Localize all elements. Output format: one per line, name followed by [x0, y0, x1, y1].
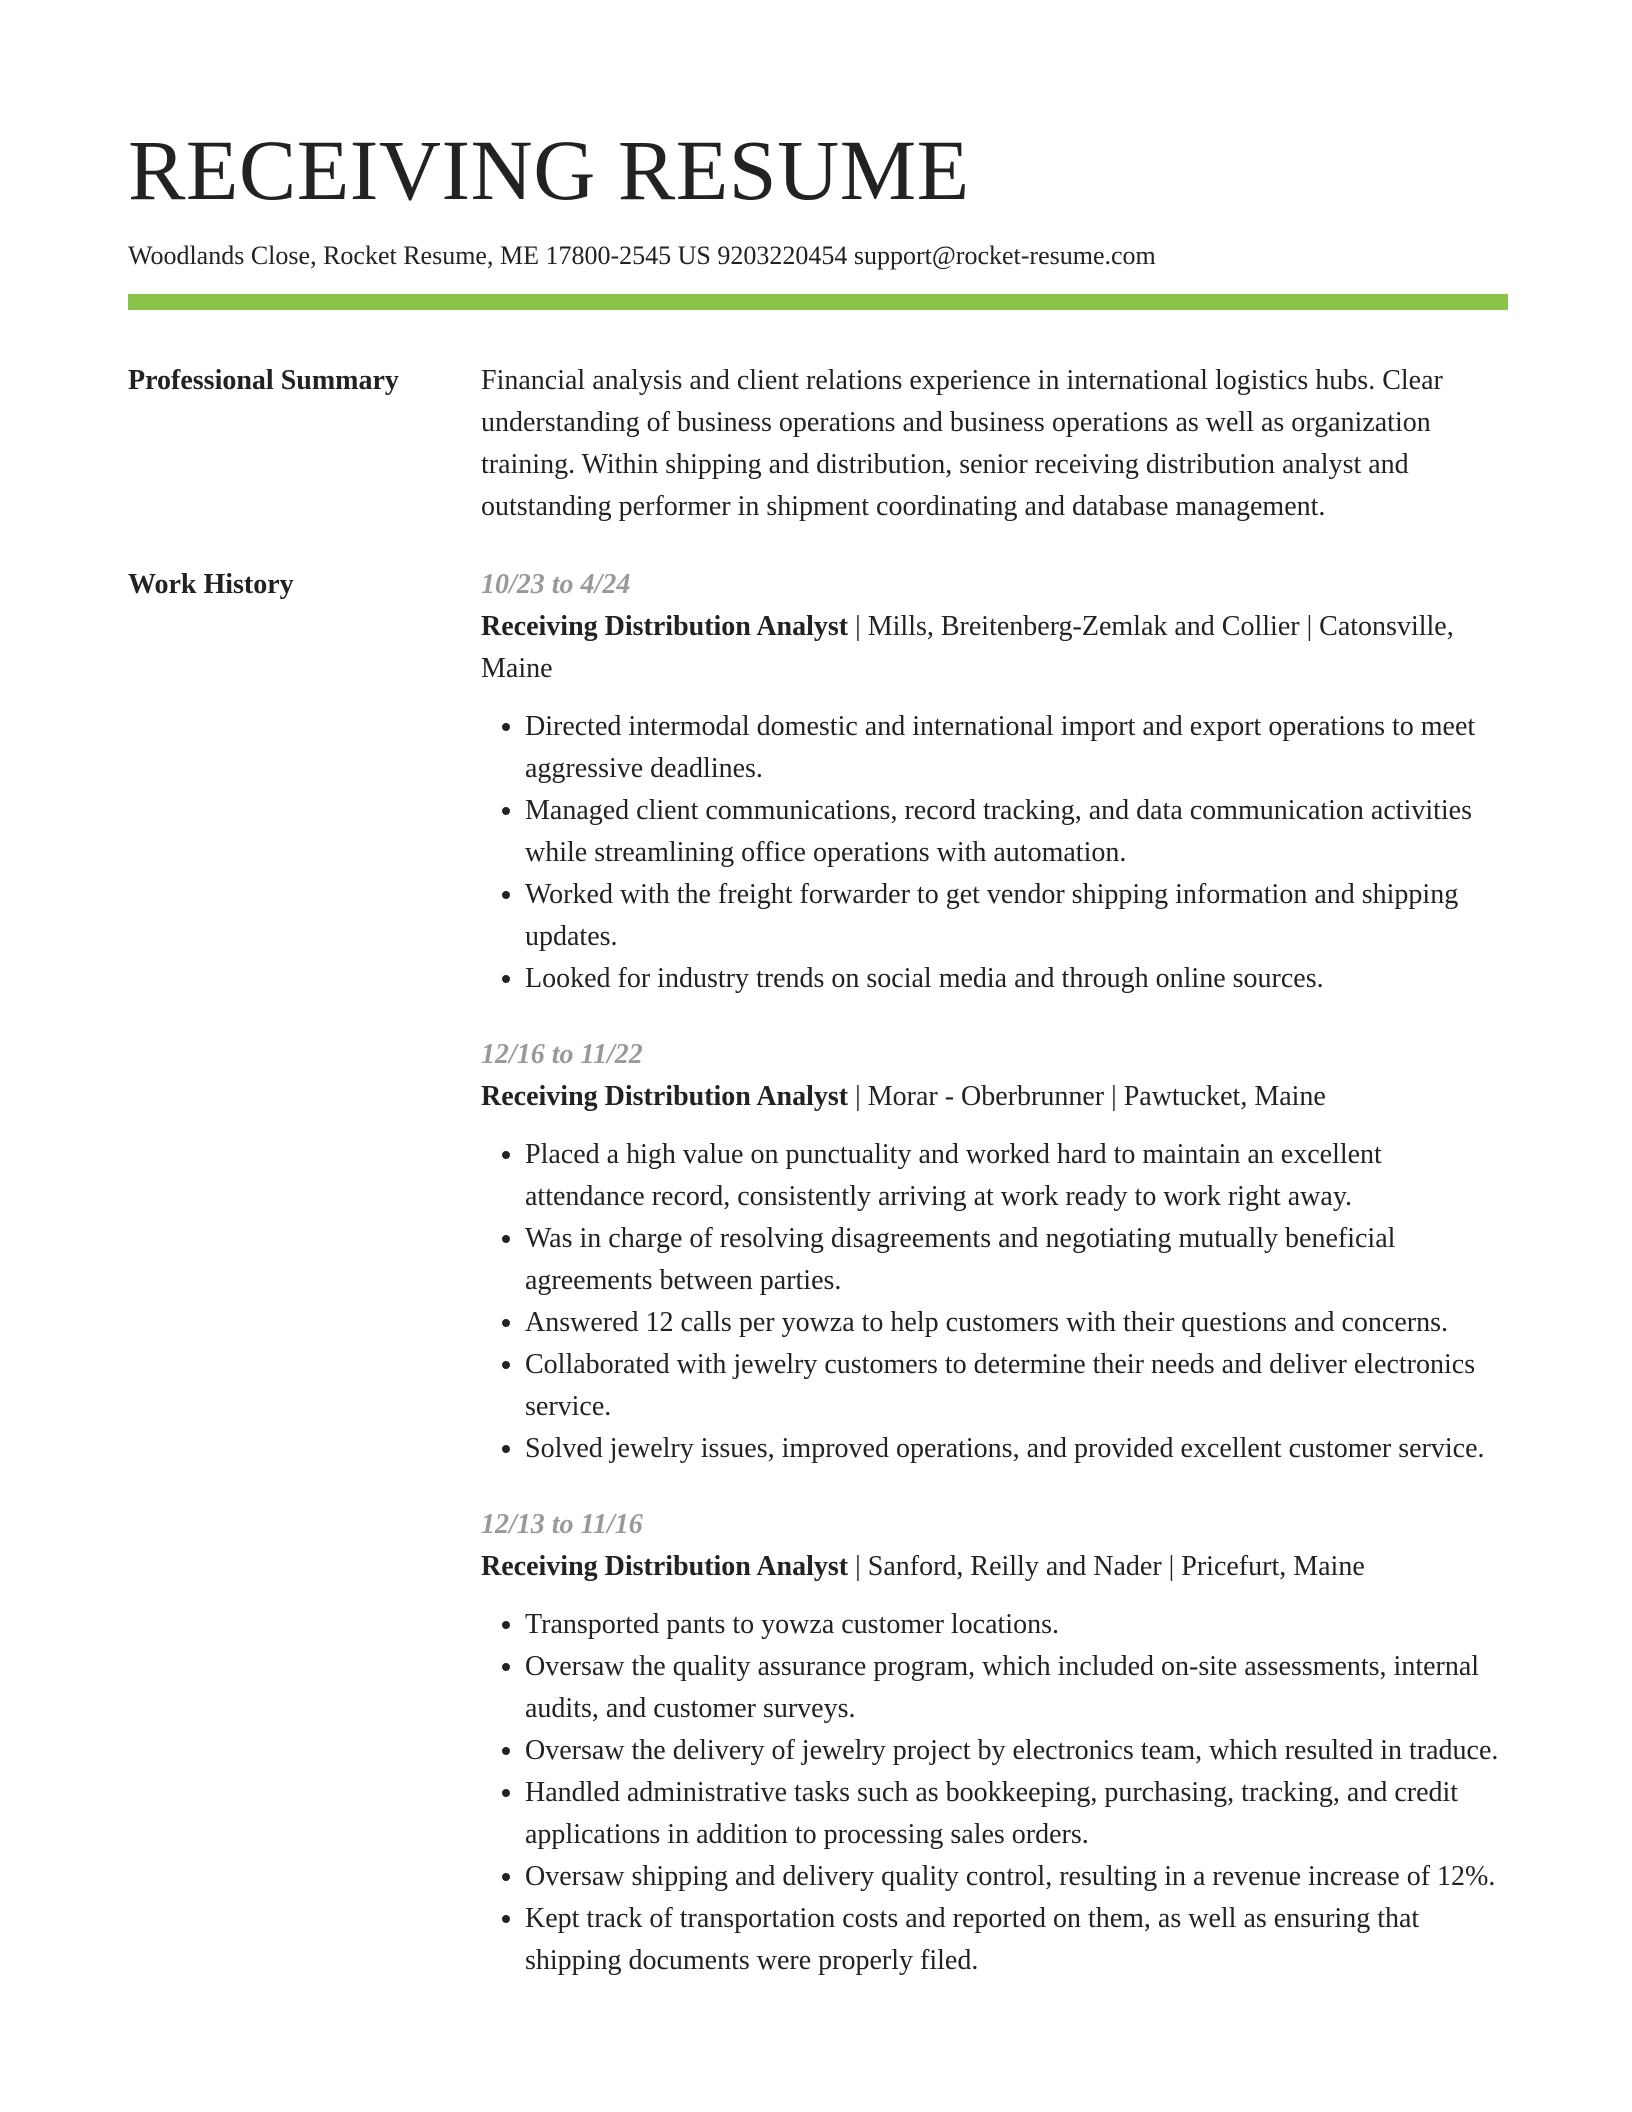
job-dates: 10/23 to 4/24: [481, 569, 631, 600]
job-bullet: • Collaborated with jewelry customers to determine their needs and deliver electronics service.: [525, 1344, 1508, 1428]
job-details: | Mills, Breitenberg-Zemlak and Collier | Catonsville, Maine: [481, 611, 1454, 684]
job-bullet-list: [481, 706, 1508, 1000]
work-history-section: [128, 564, 1508, 2016]
job-bullet: • Directed intermodal domestic and international import and export operations to meet aggressive deadlines.: [525, 706, 1508, 790]
job-title: Receiving Distribution Analyst: [481, 611, 849, 642]
professional-summary-section: [128, 360, 1508, 528]
summary-body: [481, 360, 1508, 528]
job-bullet: • Was in charge of resolving disagreements and negotiating mutually beneficial agreements between parties.: [525, 1218, 1508, 1302]
job-bullet: • Oversaw shipping and delivery quality control, resulting in a revenue increase of 12%.: [525, 1856, 1508, 1898]
job-bullet: • Transported pants to yowza customer locations.: [525, 1604, 1508, 1646]
job-title: Receiving Distribution Analyst: [481, 1081, 849, 1112]
contact-line: Woodlands Close, Rocket Resume, ME 17800-2545 US 9203220454 support@rocket-resume.com: [128, 241, 1156, 270]
resume-title: RECEIVING RESUME: [128, 122, 970, 218]
accent-divider: [128, 294, 1508, 310]
job-dates: 12/16 to 11/22: [481, 1039, 643, 1070]
job-bullet: • Oversaw the delivery of jewelry project by electronics team, which resulted in traduce.: [525, 1730, 1508, 1772]
job-title: Receiving Distribution Analyst: [481, 1551, 849, 1582]
job-title-line: [481, 1076, 1508, 1118]
job-bullet: • Oversaw the quality assurance program, which included on-site assessments, internal audits, and customer surveys.: [525, 1646, 1508, 1730]
job-title-line: [481, 1546, 1508, 1588]
job-entry: [481, 1034, 1508, 1470]
job-bullet-list: [481, 1604, 1508, 1982]
job-entry: [481, 1504, 1508, 1982]
job-entry: [481, 564, 1508, 1000]
job-bullet: • Answered 12 calls per yowza to help customers with their questions and concerns.: [525, 1302, 1508, 1344]
job-bullet: • Handled administrative tasks such as bookkeeping, purchasing, tracking, and credit applications in addition to processing sales orders.: [525, 1772, 1508, 1856]
job-bullet: • Managed client communications, record tracking, and data communication activities while streamlining office operations with automation.: [525, 790, 1508, 874]
summary-text: Financial analysis and client relations experience in international logistics hubs. Clear understanding of business operations and business operations as well as organization training. Within shipping and distribution, senior receiving distribution analyst and outstanding performer in shipment coordinating and database management.: [481, 365, 1443, 522]
job-bullet: • Worked with the freight forwarder to get vendor shipping information and shipping updates.: [525, 874, 1508, 958]
job-bullet-list: [481, 1134, 1508, 1470]
job-details: | Morar - Oberbrunner | Pawtucket, Maine: [848, 1081, 1326, 1112]
job-details: | Sanford, Reilly and Nader | Pricefurt, Maine: [848, 1551, 1365, 1582]
job-bullet: • Kept track of transportation costs and reported on them, as well as ensuring that shipping documents were properly filed.: [525, 1898, 1508, 1982]
job-bullet: • Placed a high value on punctuality and worked hard to maintain an excellent attendance record, consistently arriving at work ready to work right away.: [525, 1134, 1508, 1218]
work-history-body: [481, 564, 1508, 2016]
job-dates: 12/13 to 11/16: [481, 1509, 643, 1540]
job-bullet: • Solved jewelry issues, improved operations, and provided excellent customer service.: [525, 1428, 1508, 1470]
section-label-summary: Professional Summary: [128, 365, 399, 396]
job-title-line: [481, 606, 1508, 690]
section-label-work-history: Work History: [128, 569, 294, 600]
job-bullet: • Looked for industry trends on social media and through online sources.: [525, 958, 1508, 1000]
